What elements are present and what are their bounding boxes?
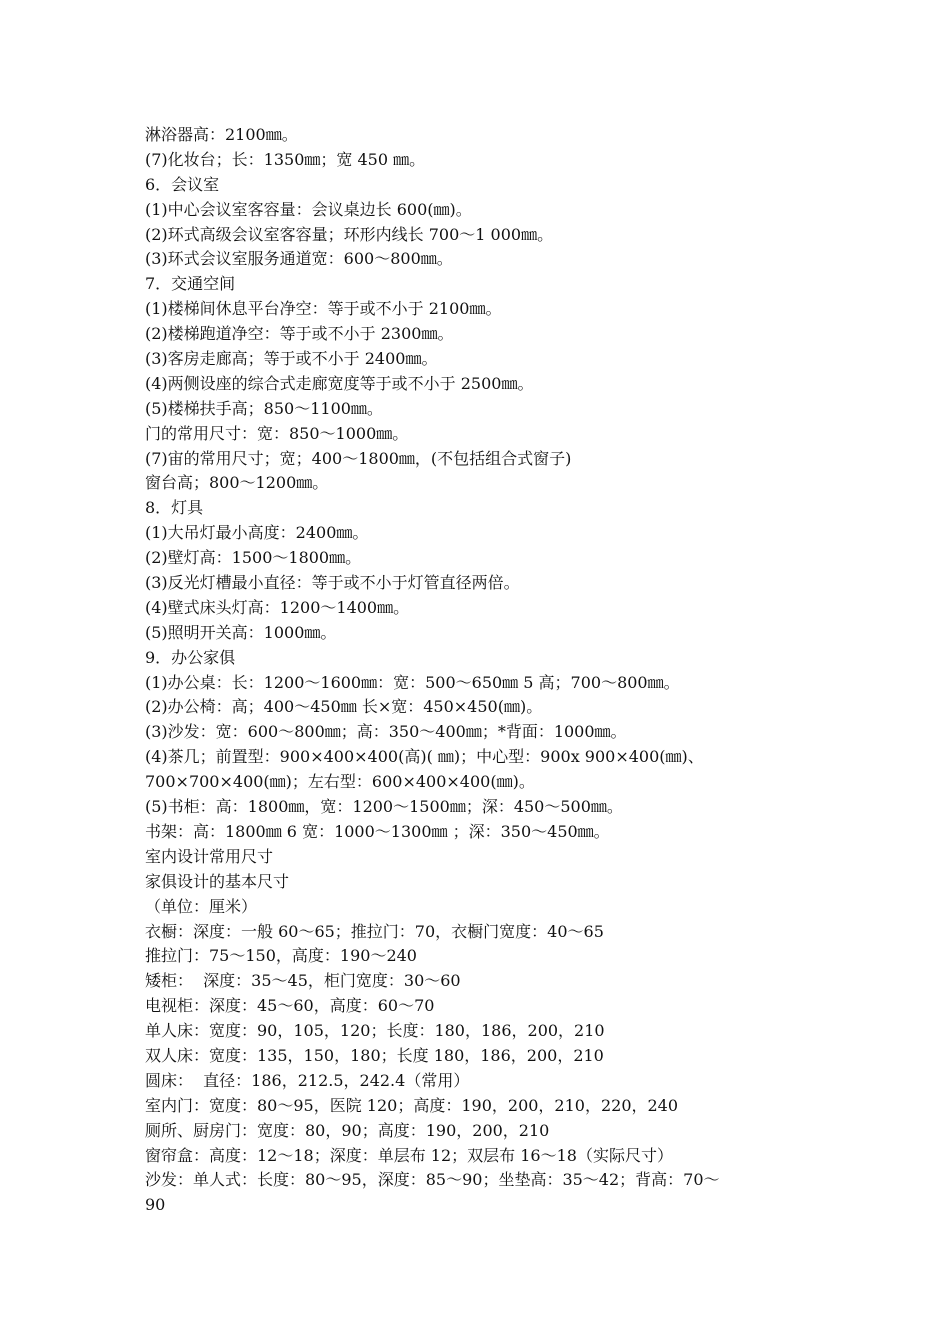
section-heading: 6．会议室 <box>145 174 220 194</box>
text-line: 90 <box>145 1195 166 1215</box>
text-line: (1)大吊灯最小高度：2400㎜。 <box>145 523 369 543</box>
text-line: 单人床：宽度：90，105，120；长度：180，186，200，210 <box>145 1021 605 1041</box>
section-heading: 8．灯具 <box>145 498 204 518</box>
text-line: 室内门：宽度：80～95，医院 120；高度：190，200，210，220，240 <box>145 1095 679 1115</box>
text-line: (2)办公椅：高；400～450㎜ 长×宽：450×450(㎜)。 <box>145 697 543 717</box>
text-line: 衣橱：深度：一般 60～65；推拉门：70，衣橱门宽度：40～65 <box>145 921 604 941</box>
text-line: 窗台高；800～1200㎜。 <box>145 473 329 493</box>
text-line: 矮柜： 深度：35～45，柜门宽度：30～60 <box>145 971 461 991</box>
text-line: 厕所、厨房门：宽度：80，90；高度：190，200，210 <box>145 1120 550 1140</box>
section-heading: 家俱设计的基本尺寸 <box>145 871 290 891</box>
text-line: 推拉门：75～150，高度：190～240 <box>145 946 417 966</box>
section-heading: 7．交通空间 <box>145 274 236 294</box>
text-line: (5)照明开关高：1000㎜。 <box>145 622 337 642</box>
text-line: 淋浴器高：2100㎜。 <box>145 125 298 144</box>
text-line: (3)沙发：宽：600～800㎜；高：350～400㎜；*背面：1000㎜。 <box>145 722 627 742</box>
text-line: (5)楼梯扶手高；850～1100㎜。 <box>145 398 383 418</box>
text-line: 700×700×400(㎜)；左右型：600×400×400(㎜)。 <box>145 772 535 792</box>
text-line: (7)化妆台；长：1350㎜；宽 450 ㎜。 <box>145 149 426 169</box>
text-line: (3)反光灯槽最小直径：等于或不小于灯管直径两倍。 <box>145 573 520 593</box>
text-line: (2)环式高级会议室客容量；环形内线长 700～1 000㎜。 <box>145 224 554 244</box>
text-line: (2)楼梯跑道净空：等于或不小于 2300㎜。 <box>145 324 454 344</box>
document-body <box>145 123 845 1218</box>
text-line: (7)宙的常用尺寸；宽；400～1800㎜，(不包括组合式窗子) <box>145 448 572 468</box>
text-line: 圆床： 直径：186，212.5，242.4（常用） <box>145 1070 470 1090</box>
section-heading: 9．办公家俱 <box>145 647 236 667</box>
text-line: (1)办公桌：长：1200～1600㎜：宽：500～650㎜ 5 高；700～800㎜。 <box>145 672 680 692</box>
text-line: 电视柜：深度：45～60，高度：60～70 <box>145 996 435 1016</box>
text-line: (1)楼梯间休息平台净空：等于或不小于 2100㎜。 <box>145 299 502 319</box>
text-line: (3)环式会议室服务通道宽：600～800㎜。 <box>145 249 453 269</box>
text-line: 沙发：单人式：长度：80～95，深度：85～90；坐垫高：35～42；背高：70～ <box>145 1170 720 1190</box>
text-line: (2)壁灯高：1500～1800㎜。 <box>145 548 362 568</box>
text-line: (4)茶几；前置型：900×400×400(高)( ㎜)；中心型：900x 900×400(㎜)、 <box>145 747 704 767</box>
text-line: (3)客房走廊高；等于或不小于 2400㎜。 <box>145 349 438 369</box>
unit-note: （单位：厘米） <box>145 896 258 916</box>
text-line: (1)中心会议室客容量：会议桌边长 600(㎜)。 <box>145 199 472 219</box>
text-line: 窗帘盒：高度：12～18；深度：单层布 12；双层布 16～18（实际尺寸） <box>145 1145 673 1165</box>
text-line: 双人床：宽度：135，150，180；长度 180，186，200，210 <box>145 1045 604 1065</box>
text-line: (4)壁式床头灯高：1200～1400㎜。 <box>145 597 410 617</box>
text-line: (5)书柜：高：1800㎜，宽：1200～1500㎜；深：450～500㎜。 <box>145 797 623 817</box>
text-line: (4)两侧设座的综合式走廊宽度等于或不小于 2500㎜。 <box>145 373 534 393</box>
section-heading: 室内设计常用尺寸 <box>145 846 274 866</box>
text-line: 书架：高：1800㎜ 6 宽：1000～1300㎜ ；深：350～450㎜。 <box>145 821 610 841</box>
text-line: 门的常用尺寸：宽：850～1000㎜。 <box>145 423 409 443</box>
